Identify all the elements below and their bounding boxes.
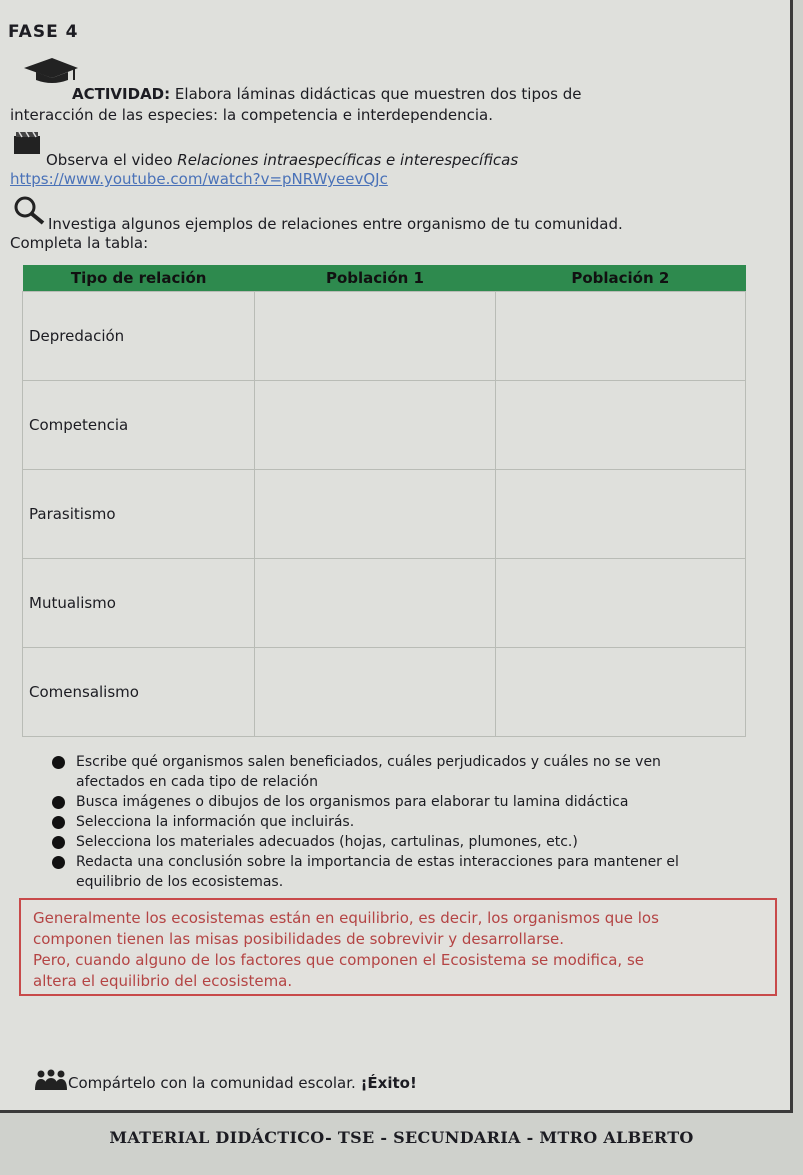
list-item — [44, 812, 764, 832]
list-item-text: Selecciona la información que incluirás. — [76, 814, 355, 830]
bullet-icon — [52, 796, 65, 809]
community-icon — [34, 1068, 68, 1094]
table-header-row — [23, 265, 746, 292]
graduation-cap-icon — [20, 56, 80, 86]
poblacion-2-cell[interactable] — [495, 648, 745, 737]
list-item — [44, 792, 764, 812]
table-row — [23, 381, 746, 470]
list-item-text: Redacta una conclusión sobre la importancia de estas interacciones para mantener el — [76, 854, 679, 870]
note-line: Generalmente los ecosistemas están en equilibrio, es decir, los organismos que los — [33, 909, 659, 927]
phase-title: FASE 4 — [8, 22, 79, 42]
table-row — [23, 648, 746, 737]
poblacion-2-cell[interactable] — [495, 381, 745, 470]
list-item-text: Selecciona los materiales adecuados (hojas, cartulinas, plumones, etc.) — [76, 834, 578, 850]
video-link[interactable]: https://www.youtube.com/watch?v=pNRWyeevQJc — [10, 170, 388, 188]
list-item-text: Busca imágenes o dibujos de los organismos para elaborar tu lamina didáctica — [76, 794, 629, 810]
poblacion-1-cell[interactable] — [255, 381, 495, 470]
relations-table — [22, 265, 746, 737]
row-label: Competencia — [23, 381, 255, 470]
list-item-text-cont: equilibrio de los ecosistemas. — [76, 874, 284, 890]
equilibrium-note — [19, 898, 777, 996]
list-item-text-cont: afectados en cada tipo de relación — [76, 774, 318, 790]
list-item — [44, 832, 764, 852]
table-row — [23, 559, 746, 648]
row-label: Mutualismo — [23, 559, 255, 648]
poblacion-2-cell[interactable] — [495, 559, 745, 648]
list-item-text: Escribe qué organismos salen beneficiados, cuáles perjudicados y cuáles no se ven — [76, 754, 661, 770]
completa-text: Completa la tabla: — [10, 234, 149, 252]
footer-credit: MATERIAL DIDÁCTICO- TSE - SECUNDARIA - MTRO ALBERTO — [109, 1128, 694, 1147]
bullet-icon — [52, 816, 65, 829]
list-item — [44, 852, 764, 892]
note-line: altera el equilibrio del ecosistema. — [33, 972, 293, 990]
table-row — [23, 292, 746, 381]
row-label: Parasitismo — [23, 470, 255, 559]
bullet-icon — [52, 836, 65, 849]
row-label: Depredación — [23, 292, 255, 381]
video-prefix: Observa el video — [46, 151, 178, 169]
activity-text-2: interacción de las especies: la competencia e interdependencia. — [10, 106, 494, 124]
note-line: componen tienen las misas posibilidades de sobrevivir y desarrollarse. — [33, 930, 565, 948]
list-item — [44, 752, 764, 792]
poblacion-2-cell[interactable] — [495, 292, 745, 381]
share-text — [68, 1074, 417, 1092]
poblacion-1-cell[interactable] — [255, 292, 495, 381]
activity-instructions — [10, 84, 770, 126]
header-tipo: Tipo de relación — [23, 265, 255, 292]
poblacion-1-cell[interactable] — [255, 648, 495, 737]
activity-text-1: Elabora láminas didácticas que muestren dos tipos de — [174, 85, 582, 103]
video-icon — [12, 130, 44, 156]
video-instruction — [46, 150, 518, 170]
magnifier-icon — [12, 195, 46, 225]
row-label: Comensalismo — [23, 648, 255, 737]
exito-text: ¡Éxito! — [360, 1074, 417, 1092]
investiga-text: Investiga algunos ejemplos de relaciones entre organismo de tu comunidad. — [48, 215, 623, 233]
bullet-icon — [52, 756, 65, 769]
bullet-icon — [52, 856, 65, 869]
share-message: Compártelo con la comunidad escolar. — [68, 1074, 361, 1092]
instruction-list — [44, 752, 764, 892]
activity-label: ACTIVIDAD: — [72, 85, 171, 103]
header-poblacion-1: Población 1 — [255, 265, 495, 292]
video-title: Relaciones intraespecíficas e interespecíficas — [177, 151, 519, 169]
table-row — [23, 470, 746, 559]
note-line: Pero, cuando alguno de los factores que componen el Ecosistema se modifica, se — [33, 951, 644, 969]
poblacion-1-cell[interactable] — [255, 470, 495, 559]
header-poblacion-2: Población 2 — [495, 265, 745, 292]
poblacion-1-cell[interactable] — [255, 559, 495, 648]
poblacion-2-cell[interactable] — [495, 470, 745, 559]
